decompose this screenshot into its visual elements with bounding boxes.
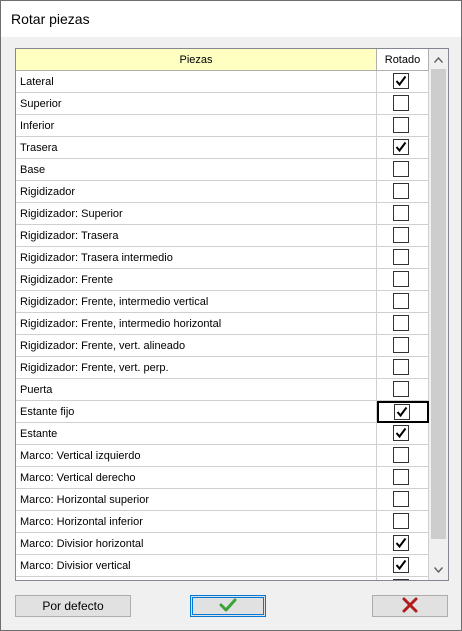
rotated-cell[interactable] bbox=[377, 577, 429, 581]
table-row[interactable] bbox=[16, 159, 429, 181]
grid-rows bbox=[16, 71, 429, 581]
rotated-cell[interactable] bbox=[377, 291, 429, 313]
rotated-checkbox[interactable] bbox=[393, 491, 409, 507]
check-icon bbox=[396, 406, 408, 418]
rotated-cell[interactable] bbox=[377, 203, 429, 225]
piece-name-cell[interactable]: Inferior bbox=[16, 115, 377, 137]
rotated-checkbox[interactable] bbox=[393, 161, 409, 177]
table-row[interactable] bbox=[16, 71, 429, 93]
rotated-cell[interactable] bbox=[377, 423, 429, 445]
rotated-checkbox[interactable] bbox=[393, 139, 409, 155]
piece-name-cell[interactable]: Lateral bbox=[16, 71, 377, 93]
table-row[interactable] bbox=[16, 181, 429, 203]
rotated-checkbox[interactable] bbox=[393, 535, 409, 551]
table-row[interactable] bbox=[16, 203, 429, 225]
scroll-down-arrow-icon[interactable] bbox=[429, 561, 448, 578]
rotated-checkbox[interactable] bbox=[393, 425, 409, 441]
rotated-checkbox[interactable] bbox=[393, 95, 409, 111]
rotated-checkbox[interactable] bbox=[393, 469, 409, 485]
table-row[interactable] bbox=[16, 445, 429, 467]
rotated-checkbox[interactable] bbox=[393, 227, 409, 243]
piece-name-cell[interactable]: Puerta bbox=[16, 379, 377, 401]
default-button[interactable]: Por defecto bbox=[15, 595, 131, 617]
piece-name-cell[interactable]: Marco: Vertical izquierdo bbox=[16, 445, 377, 467]
table-row[interactable] bbox=[16, 269, 429, 291]
table-row[interactable] bbox=[16, 93, 429, 115]
table-row[interactable] bbox=[16, 533, 429, 555]
rotated-cell[interactable] bbox=[377, 379, 429, 401]
rotated-cell[interactable] bbox=[377, 225, 429, 247]
piece-name-cell[interactable]: Rigidizador: Trasera bbox=[16, 225, 377, 247]
rotated-checkbox[interactable] bbox=[393, 205, 409, 221]
rotated-checkbox[interactable] bbox=[393, 293, 409, 309]
rotated-checkbox[interactable] bbox=[393, 513, 409, 529]
piece-name-cell[interactable]: Marco: Vertical derecho bbox=[16, 467, 377, 489]
title-bar bbox=[1, 1, 461, 37]
window-title: Rotar piezas bbox=[11, 11, 90, 27]
check-icon bbox=[395, 141, 407, 153]
rotated-checkbox[interactable] bbox=[393, 337, 409, 353]
grid-header bbox=[16, 49, 429, 71]
rotated-checkbox[interactable] bbox=[393, 579, 409, 581]
rotated-cell[interactable] bbox=[377, 533, 429, 555]
piece-name-cell[interactable]: Rigidizador: Frente bbox=[16, 269, 377, 291]
rotated-cell[interactable] bbox=[377, 247, 429, 269]
rotated-checkbox[interactable] bbox=[393, 249, 409, 265]
rotated-checkbox[interactable] bbox=[393, 557, 409, 573]
rotated-cell[interactable] bbox=[377, 335, 429, 357]
piece-name-cell[interactable]: Marco: Horizontal superior bbox=[16, 489, 377, 511]
piece-name-cell[interactable]: Estante bbox=[16, 423, 377, 445]
table-row[interactable] bbox=[16, 247, 429, 269]
piece-name-cell[interactable]: Rigidizador: Frente, intermedio horizontal bbox=[16, 313, 377, 335]
vertical-scrollbar[interactable] bbox=[429, 49, 448, 580]
piece-name-cell[interactable]: Marco: Divisior horizontal bbox=[16, 533, 377, 555]
check-icon bbox=[395, 537, 407, 549]
rotated-cell[interactable] bbox=[377, 467, 429, 489]
rotated-cell[interactable] bbox=[377, 115, 429, 137]
table-row[interactable] bbox=[16, 137, 429, 159]
table-row[interactable] bbox=[16, 379, 429, 401]
rotated-cell[interactable] bbox=[377, 445, 429, 467]
piece-name-cell[interactable]: Rigidizador: Trasera intermedio bbox=[16, 247, 377, 269]
piece-name-cell[interactable]: Marco: Divisior vertical bbox=[16, 555, 377, 577]
rotated-checkbox[interactable] bbox=[393, 183, 409, 199]
check-icon bbox=[395, 559, 407, 571]
piece-name-cell[interactable]: Marco: Horizontal inferior bbox=[16, 511, 377, 533]
table-row[interactable] bbox=[16, 357, 429, 379]
piece-name-cell[interactable]: Rigidizador: Superior bbox=[16, 203, 377, 225]
piece-name-cell[interactable]: Estante fijo bbox=[16, 401, 377, 423]
table-row[interactable] bbox=[16, 511, 429, 533]
rotated-checkbox[interactable] bbox=[394, 404, 410, 420]
rotated-checkbox[interactable] bbox=[393, 381, 409, 397]
table-row[interactable] bbox=[16, 555, 429, 577]
piece-name-cell[interactable]: Rigidizador bbox=[16, 181, 377, 203]
rotated-checkbox[interactable] bbox=[393, 359, 409, 375]
piece-name-cell[interactable]: Rigidizador: Frente, vert. alineado bbox=[16, 335, 377, 357]
table-row[interactable] bbox=[16, 335, 429, 357]
piece-name-cell[interactable]: Base bbox=[16, 159, 377, 181]
rotated-cell[interactable] bbox=[377, 511, 429, 533]
table-row[interactable] bbox=[16, 401, 429, 423]
rotated-cell[interactable] bbox=[377, 489, 429, 511]
table-row[interactable] bbox=[16, 291, 429, 313]
table-row[interactable] bbox=[16, 577, 429, 581]
piece-name-cell[interactable]: Trasera bbox=[16, 137, 377, 159]
rotated-cell[interactable] bbox=[377, 93, 429, 115]
scroll-up-arrow-icon[interactable] bbox=[429, 51, 448, 68]
rotated-cell[interactable] bbox=[377, 401, 429, 423]
rotated-cell[interactable] bbox=[377, 159, 429, 181]
cancel-button[interactable] bbox=[372, 595, 448, 617]
check-icon bbox=[395, 427, 407, 439]
rotated-checkbox[interactable] bbox=[393, 315, 409, 331]
table-row[interactable] bbox=[16, 467, 429, 489]
table-row[interactable] bbox=[16, 313, 429, 335]
rotated-checkbox[interactable] bbox=[393, 73, 409, 89]
table-row[interactable] bbox=[16, 423, 429, 445]
check-icon bbox=[395, 75, 407, 87]
rotated-cell[interactable] bbox=[377, 313, 429, 335]
column-header-pieces[interactable]: Piezas bbox=[16, 49, 377, 71]
x-icon bbox=[402, 597, 418, 616]
rotated-cell[interactable] bbox=[377, 71, 429, 93]
rotated-cell[interactable] bbox=[377, 269, 429, 291]
pieces-grid bbox=[15, 48, 449, 581]
rotated-cell[interactable] bbox=[377, 555, 429, 577]
table-row[interactable] bbox=[16, 225, 429, 247]
piece-name-cell[interactable]: Superior bbox=[16, 93, 377, 115]
scrollbar-thumb[interactable] bbox=[431, 69, 446, 539]
table-row[interactable] bbox=[16, 115, 429, 137]
piece-name-cell[interactable] bbox=[16, 577, 377, 581]
rotated-cell[interactable] bbox=[377, 357, 429, 379]
rotated-checkbox[interactable] bbox=[393, 447, 409, 463]
rotated-cell[interactable] bbox=[377, 137, 429, 159]
checkmark-icon bbox=[219, 598, 237, 615]
piece-name-cell[interactable]: Rigidizador: Frente, intermedio vertical bbox=[16, 291, 377, 313]
ok-button[interactable] bbox=[190, 595, 266, 617]
column-header-rotated[interactable]: Rotado bbox=[377, 49, 429, 71]
rotated-checkbox[interactable] bbox=[393, 117, 409, 133]
piece-name-cell[interactable]: Rigidizador: Frente, vert. perp. bbox=[16, 357, 377, 379]
rotated-cell[interactable] bbox=[377, 181, 429, 203]
table-row[interactable] bbox=[16, 489, 429, 511]
rotated-checkbox[interactable] bbox=[393, 271, 409, 287]
